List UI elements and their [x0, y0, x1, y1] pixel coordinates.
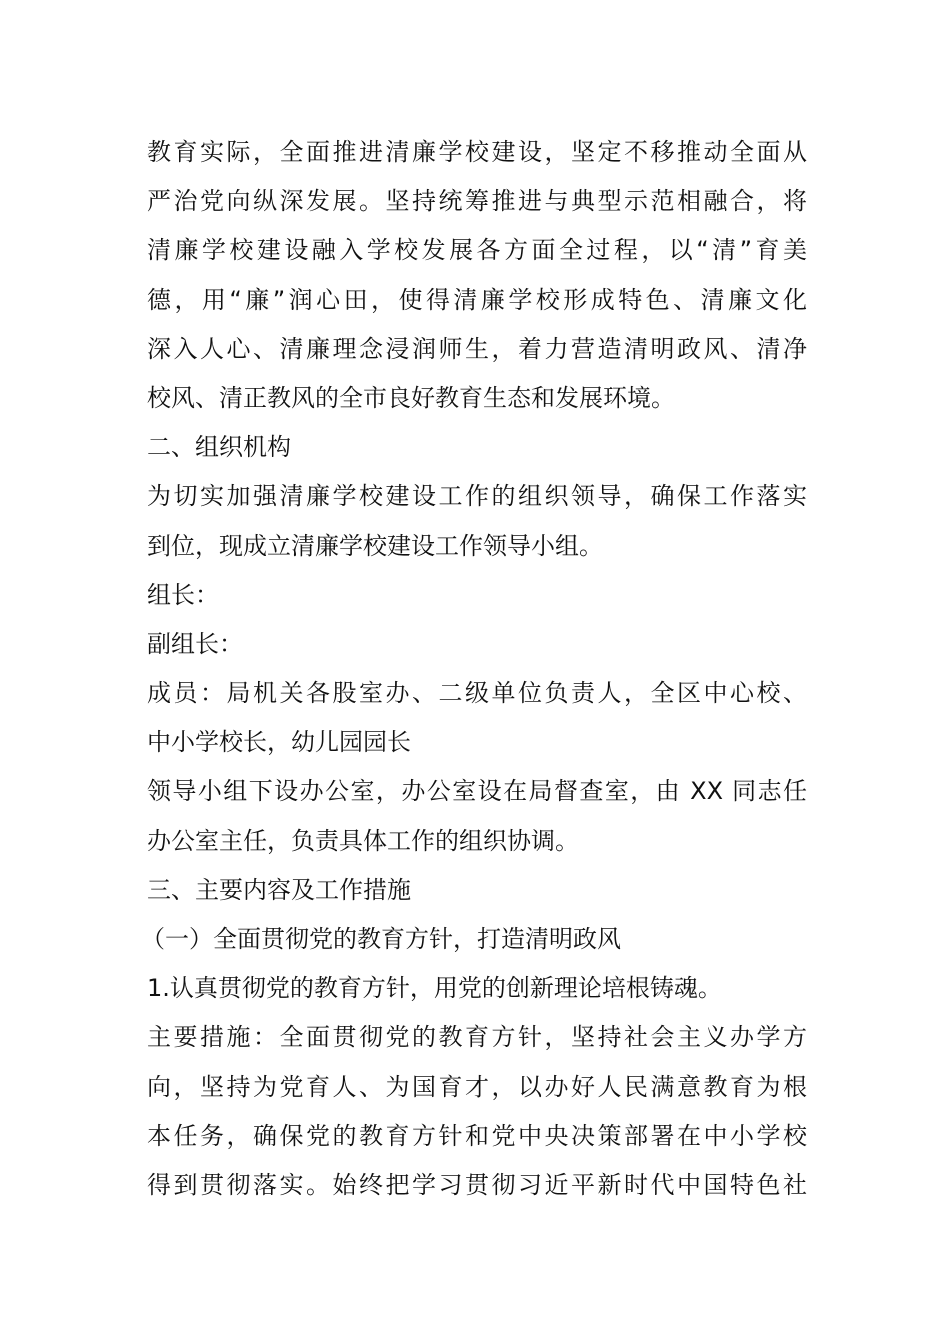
- paragraph-line: 深入人心、清廉理念浸润师生，着力营造清明政风、清净: [147, 334, 807, 363]
- members-line: 中小学校长，幼儿园园长: [147, 728, 411, 757]
- paragraph-line: 到位，现成立清廉学校建设工作领导小组。: [147, 531, 603, 560]
- paragraph-line: 办公室主任，负责具体工作的组织协调。: [147, 826, 579, 855]
- paragraph-line: 教育实际，全面推进清廉学校建设，坚定不移推动全面从: [147, 138, 807, 166]
- item-heading: 1.认真贯彻党的教育方针，用党的创新理论培根铸魂。: [147, 974, 722, 1003]
- paragraph-line: 向，坚持为党育人、为国育才，以办好人民满意教育为根: [147, 1072, 807, 1101]
- paragraph-line: 为切实加强清廉学校建设工作的组织领导，确保工作落实: [147, 482, 807, 511]
- section-heading: 二、组织机构: [147, 433, 291, 462]
- document-body: [141, 128, 807, 1210]
- group-leader-label: 组长：: [147, 580, 219, 609]
- deputy-leader-label: 副组长：: [147, 629, 243, 658]
- section-heading: 三、主要内容及工作措施: [147, 875, 411, 904]
- members-line: 成员：局机关各股室办、二级单位负责人，全区中心校、: [147, 679, 807, 708]
- paragraph-line: 校风、清正教风的全市良好教育生态和发展环境。: [147, 383, 675, 412]
- paragraph-line: 领导小组下设办公室，办公室设在局督查室，由 XX 同志任: [147, 777, 807, 806]
- subsection-heading: （一）全面贯彻党的教育方针，打造清明政风: [141, 925, 621, 953]
- paragraph-line: 本任务，确保党的教育方针和党中央决策部署在中小学校: [147, 1121, 807, 1150]
- paragraph-line: 主要措施：全面贯彻党的教育方针，坚持社会主义办学方: [147, 1023, 807, 1052]
- paragraph-line: 严治党向纵深发展。坚持统筹推进与典型示范相融合，将: [147, 187, 807, 216]
- paragraph-line: 德，用“廉”润心田，使得清廉学校形成特色、清廉文化: [147, 285, 807, 314]
- paragraph-line: 清廉学校建设融入学校发展各方面全过程，以“清”育美: [147, 236, 807, 265]
- paragraph-line: 得到贯彻落实。始终把学习贯彻习近平新时代中国特色社: [147, 1170, 807, 1199]
